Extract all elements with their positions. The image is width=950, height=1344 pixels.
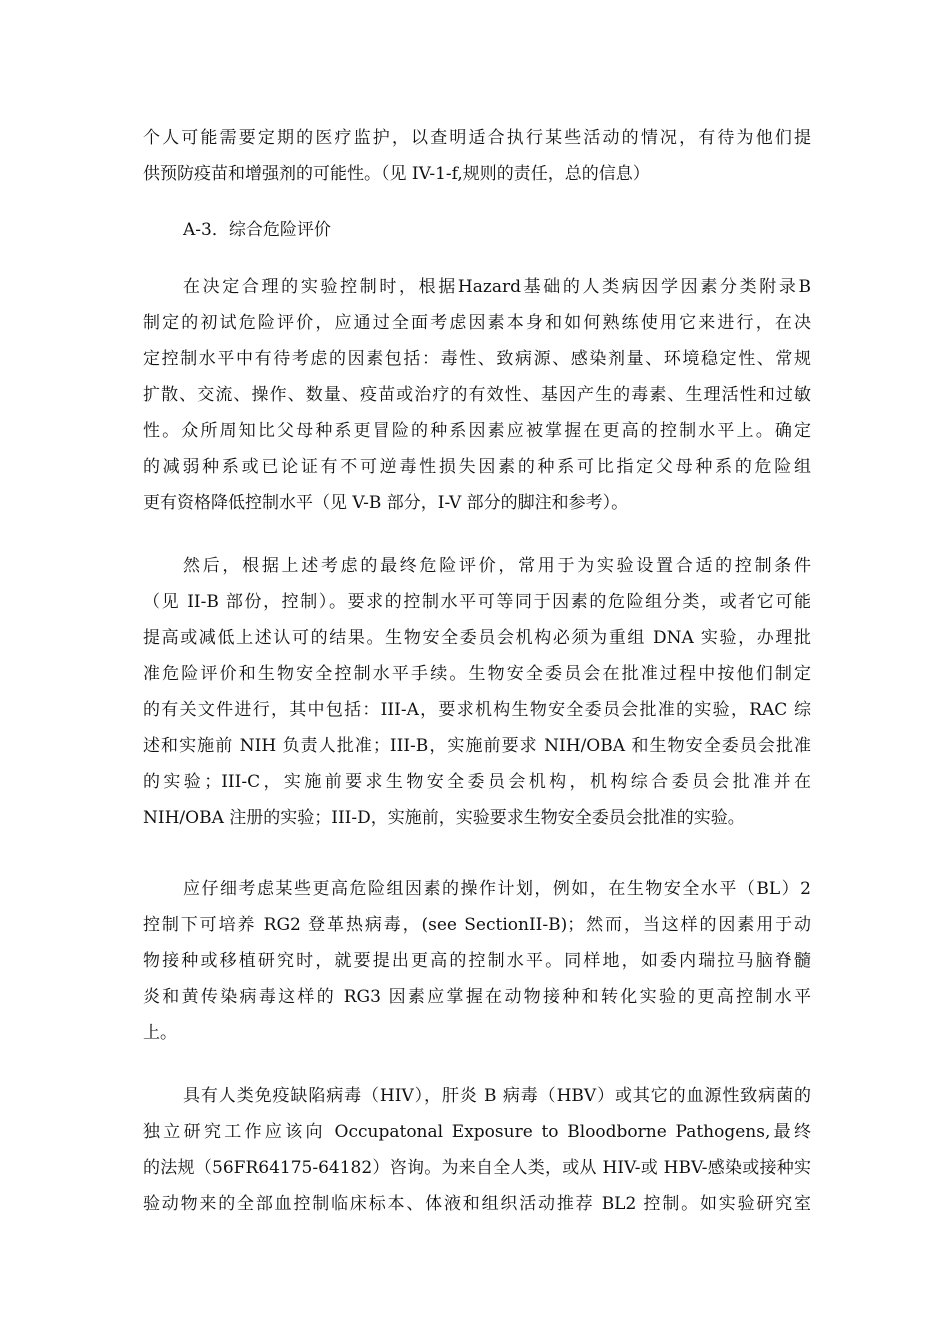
paragraph-higher-risk-agents	[143, 871, 811, 1051]
text-line: 上。	[143, 1023, 177, 1043]
text-line: 性。众所周知比父母种系更冒险的种系因素应被掌握在更高的控制水平上。确定	[143, 421, 811, 441]
paragraph-containment-conditions	[143, 548, 811, 836]
paragraph-bloodborne-pathogens	[143, 1078, 811, 1222]
section-heading-a3	[183, 212, 811, 248]
text-line: 提高或减低上述认可的结果。生物安全委员会机构必须为重组 DNA 实验，办理批	[143, 628, 811, 648]
heading-text: A-3．综合危险评价	[183, 220, 331, 240]
text-line: 然后，根据上述考虑的最终危险评价，常用于为实验设置合适的控制条件	[183, 556, 811, 576]
text-line: 更有资格降低控制水平（见 V-B 部分，I-V 部分的脚注和参考）。	[143, 493, 629, 513]
text-line: 验动物来的全部血控制临床标本、体液和组织活动推荐 BL2 控制。如实验研究室	[143, 1194, 811, 1214]
text-line: 定控制水平中有待考虑的因素包括：毒性、致病源、感染剂量、环境稳定性、常规	[143, 349, 811, 369]
text-line: 具有人类免疫缺陷病毒（HIV），肝炎 B 病毒（HBV）或其它的血源性致病菌的	[183, 1086, 811, 1106]
text-line: 应仔细考虑某些更高危险组因素的操作计划，例如，在生物安全水平（BL）2	[183, 879, 811, 899]
text-line: 的减弱种系或已论证有不可逆毒性损失因素的种系可比指定父母种系的危险组	[143, 457, 811, 477]
text-line: 述和实施前 NIH 负责人批准；III-B，实施前要求 NIH/OBA 和生物安全委员会批准	[143, 736, 811, 756]
text-line: 物接种或移植研究时，就要提出更高的控制水平。同样地，如委内瑞拉马脑脊髓	[143, 951, 811, 971]
text-line: NIH/OBA 注册的实验；III-D，实施前，实验要求生物安全委员会批准的实验。	[143, 808, 745, 828]
text-line: （见 II-B 部份，控制）。要求的控制水平可等同于因素的危险组分类，或者它可能	[143, 592, 811, 612]
text-line: 个人可能需要定期的医疗监护，以查明适合执行某些活动的情况，有待为他们提	[143, 128, 811, 148]
text-line: 的有关文件进行，其中包括：III-A，要求机构生物安全委员会批准的实验，RAC 综	[143, 700, 811, 720]
paragraph-medical-monitoring	[143, 120, 811, 192]
text-line: 准危险评价和生物安全控制水平手续。生物安全委员会在批准过程中按他们制定	[143, 664, 811, 684]
text-line: 扩散、交流、操作、数量、疫苗或治疗的有效性、基因产生的毒素、生理活性和过敏	[143, 385, 811, 405]
text-line: 供预防疫苗和增强剂的可能性。（见 IV-1-f,规则的责任，总的信息）	[143, 164, 650, 184]
text-line: 在决定合理的实验控制时，根据Hazard基础的人类病因学因素分类附录B	[183, 277, 811, 297]
paragraph-risk-assessment	[143, 269, 811, 521]
text-line: 炎和黄传染病毒这样的 RG3 因素应掌握在动物接种和转化实验的更高控制水平	[143, 987, 811, 1007]
text-line: 控制下可培养 RG2 登革热病毒，(see SectionII-B)；然而，当这样的因素用于动	[143, 915, 811, 935]
text-line: 的法规（56FR64175-64182）咨询。为来自全人类，或从 HIV-或 HBV-感染或接种实	[143, 1158, 811, 1178]
text-line: 的实验；III-C，实施前要求生物安全委员会机构，机构综合委员会批准并在	[143, 772, 811, 792]
text-line: 制定的初试危险评价，应通过全面考虑因素本身和如何熟练使用它来进行，在决	[143, 313, 811, 333]
text-line: 独立研究工作应该向 Occupatonal Exposure to Bloodborne Pathogens,最终	[143, 1122, 811, 1142]
